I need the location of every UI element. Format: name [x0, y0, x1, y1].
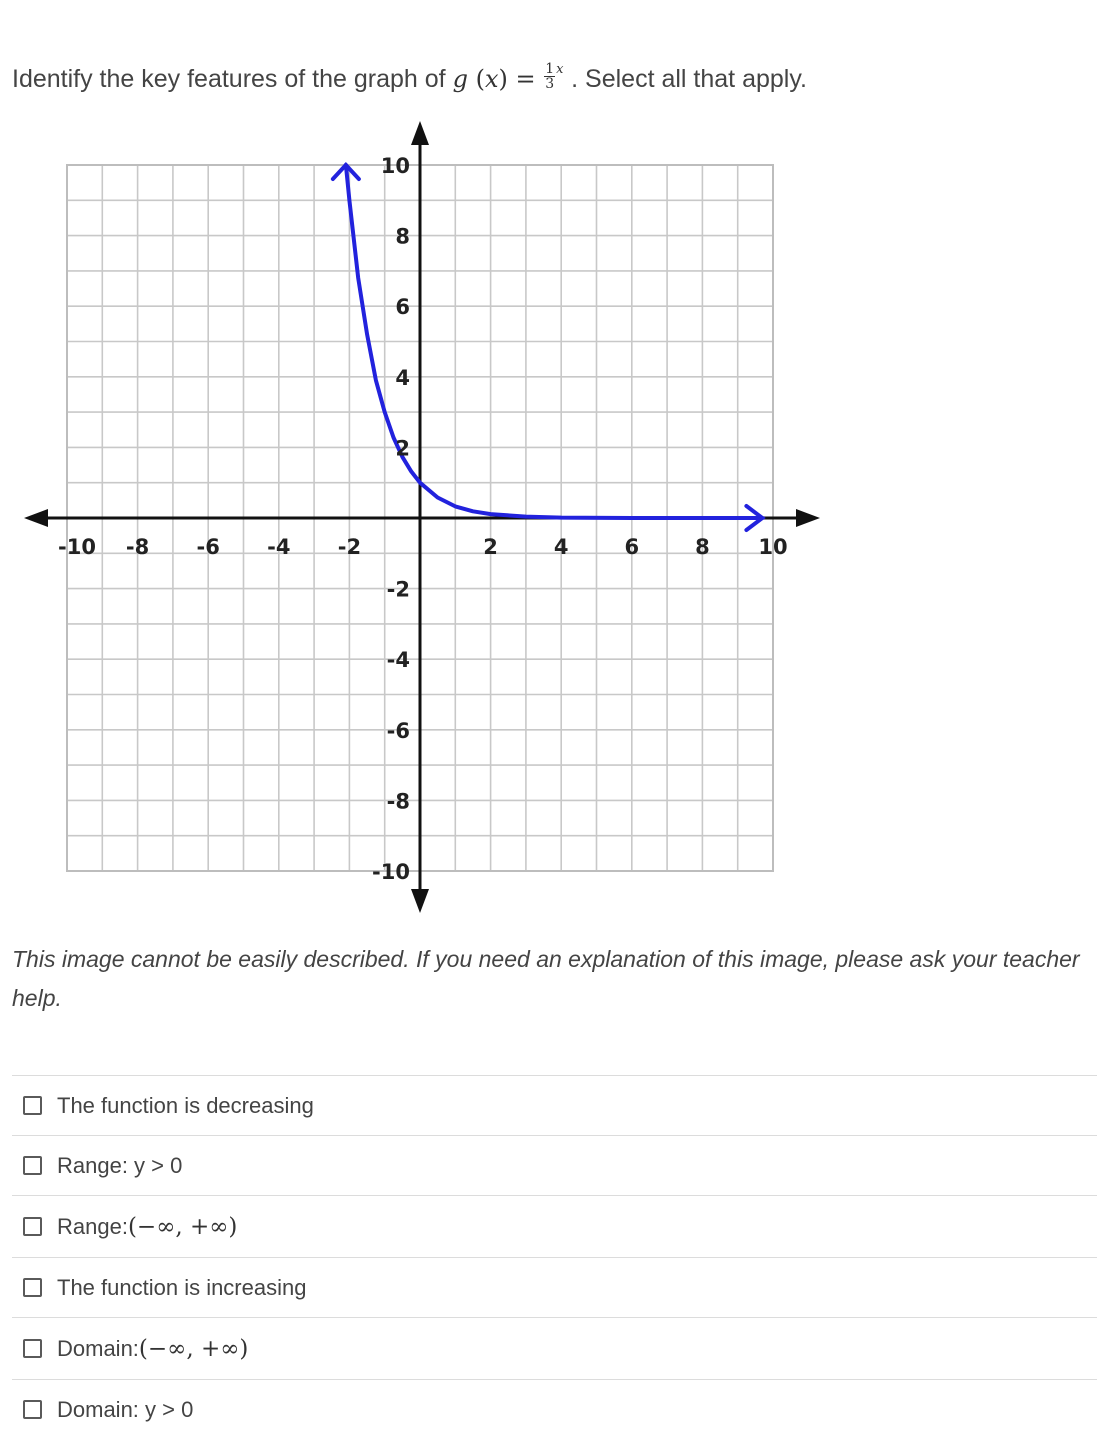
y-tick-label: -8 [386, 789, 410, 814]
x-axis-arrow-right [796, 509, 820, 527]
choice-domain-positive[interactable] [12, 1379, 1097, 1439]
choice-function-decreasing[interactable] [12, 1075, 1097, 1135]
choice-math: (−∞, +∞) [127, 1213, 238, 1240]
y-tick-label: -4 [386, 648, 410, 673]
choice-function-increasing[interactable] [12, 1257, 1097, 1317]
x-tick-label: -2 [337, 535, 362, 559]
function-name: g [452, 65, 468, 93]
checkbox[interactable] [23, 1278, 42, 1297]
x-tick-label: 6 [624, 535, 640, 559]
image-description [12, 940, 1097, 1018]
checkbox[interactable] [23, 1400, 42, 1419]
y-tick-label: 8 [395, 224, 410, 249]
choice-math: (−∞, +∞) [138, 1335, 249, 1362]
choice-label: Range: y > 0 [57, 1152, 183, 1178]
x-tick-label: -8 [125, 535, 150, 559]
x-tick-label: 4 [553, 535, 569, 559]
function-graph [20, 115, 830, 920]
choice-range-all-reals[interactable] [12, 1195, 1097, 1257]
checkbox[interactable] [23, 1339, 42, 1358]
x-tick-label: -6 [196, 535, 220, 559]
y-tick-label: 10 [380, 154, 410, 178]
y-tick-label: 6 [395, 295, 410, 320]
question-prefix: Identify the key features of the graph of [12, 65, 446, 93]
x-tick-label: 2 [483, 535, 498, 559]
y-tick-label: -10 [372, 860, 410, 884]
choice-range-positive[interactable] [12, 1135, 1097, 1195]
checkbox[interactable] [23, 1096, 42, 1115]
exponent: x [556, 62, 564, 77]
choice-label: Domain: [57, 1335, 139, 1361]
choice-domain-all-reals[interactable] [12, 1317, 1097, 1379]
equals-sign: = [515, 65, 536, 93]
answer-choices [12, 1075, 1097, 1439]
x-tick-label: -10 [58, 535, 96, 559]
x-tick-label: 8 [695, 535, 710, 559]
y-tick-label: 2 [395, 436, 410, 461]
question-suffix: . Select all that apply. [571, 65, 807, 93]
curve-layer [333, 165, 763, 530]
y-axis-arrow-down [411, 889, 429, 913]
fraction-numerator: 1 [545, 61, 555, 77]
y-tick-label: 4 [395, 365, 410, 390]
checkbox[interactable] [23, 1217, 42, 1236]
function-variable: x [484, 65, 499, 93]
y-tick-label: -6 [386, 718, 410, 743]
y-axis-arrow-up [411, 121, 429, 145]
base-fraction [544, 62, 555, 91]
x-tick-label: 10 [758, 535, 788, 559]
choice-label: The function is decreasing [57, 1092, 314, 1118]
y-tick-label: -2 [386, 577, 410, 602]
choice-label: Range: [57, 1213, 128, 1239]
choice-label: Domain: y > 0 [57, 1396, 194, 1422]
choice-label: The function is increasing [57, 1274, 307, 1300]
fraction-denominator: 3 [545, 76, 555, 92]
checkbox[interactable] [23, 1156, 42, 1175]
image-description-line-2: help. [12, 985, 62, 1011]
x-axis-arrow-left [24, 509, 48, 527]
question-prompt [12, 50, 807, 99]
function-expression: g (x) = $\frac{1}{3}$ $^x$ [452, 61, 564, 93]
x-tick-label: -4 [267, 535, 291, 559]
image-description-line-1: This image cannot be easily described. If you need an explanation of this image, please ask your teacher [12, 946, 1080, 972]
